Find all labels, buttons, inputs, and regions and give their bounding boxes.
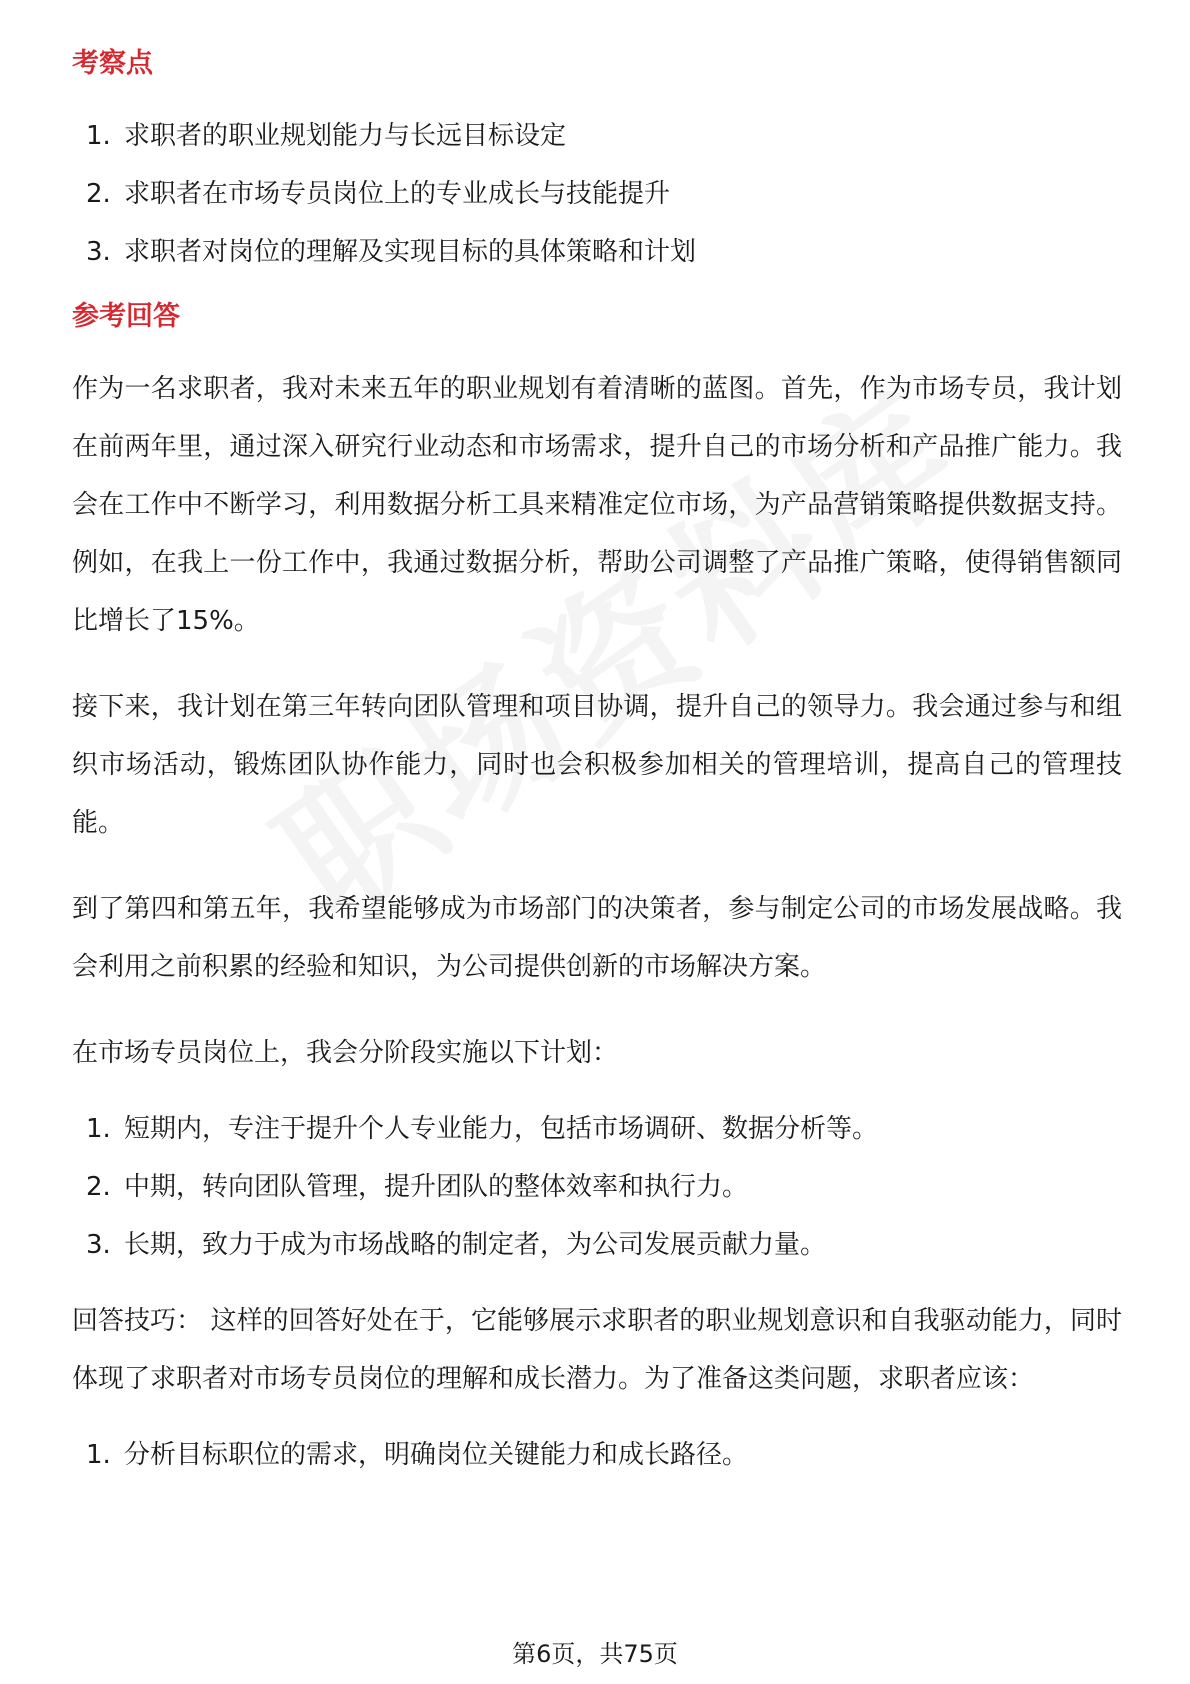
section-title-cankao: 参考回答 <box>72 301 180 333</box>
answer-paragraph-4: 在市场专员岗位上，我会分阶段实施以下计划： <box>72 1038 619 1069</box>
list-item: 1. 分析目标职位的需求，明确岗位关键能力和成长路径。 <box>86 1440 749 1471</box>
tips-list <box>72 1426 1122 1484</box>
page-number-footer: 第6页，共75页 <box>512 1640 678 1668</box>
list-item: 1. 短期内，专注于提升个人专业能力，包括市场调研、数据分析等。 <box>86 1114 879 1145</box>
answer-paragraph-3: 到了第四和第五年，我希望能够成为市场部门的决策者，参与制定公司的市场发展战略。我会利用之前积累的经验和知识，为公司提供创新的市场解决方案。 <box>72 894 1122 983</box>
plan-list <box>72 1100 1122 1274</box>
list-item: 3. 求职者对岗位的理解及实现目标的具体策略和计划 <box>86 237 697 268</box>
list-item: 2. 中期，转向团队管理，提升团队的整体效率和执行力。 <box>86 1172 749 1203</box>
tips-paragraph: 回答技巧： 这样的回答好处在于，它能够展示求职者的职业规划意识和自我驱动能力，同时体现了求职者对市场专员岗位的理解和成长潜力。为了准备这类问题，求职者应该： <box>72 1306 1122 1395</box>
list-item: 1. 求职者的职业规划能力与长远目标设定 <box>86 121 567 152</box>
answer-paragraph-2: 接下来，我计划在第三年转向团队管理和项目协调，提升自己的领导力。我会通过参与和组织市场活动，锻炼团队协作能力，同时也会积极参加相关的管理培训，提高自己的管理技能。 <box>72 692 1122 839</box>
kaocha-list <box>72 107 1122 281</box>
answer-paragraph-1: 作为一名求职者，我对未来五年的职业规划有着清晰的蓝图。首先，作为市场专员，我计划在前两年里，通过深入研究行业动态和市场需求，提升自己的市场分析和产品推广能力。我会在工作中不断学习，利用数据分析工具来精准定位市场，为产品营销策略提供数据支持。例如，在我上一份工作中，我通过数据分析，帮助公司调整了产品推广策略，使得销售额同比增长了15%。 <box>72 374 1122 637</box>
list-item: 2. 求职者在市场专员岗位上的专业成长与技能提升 <box>86 179 671 210</box>
section-title-kaocha: 考察点 <box>72 48 153 79</box>
list-item: 3. 长期，致力于成为市场战略的制定者，为公司发展贡献力量。 <box>86 1230 827 1261</box>
page-content <box>72 46 1122 1502</box>
